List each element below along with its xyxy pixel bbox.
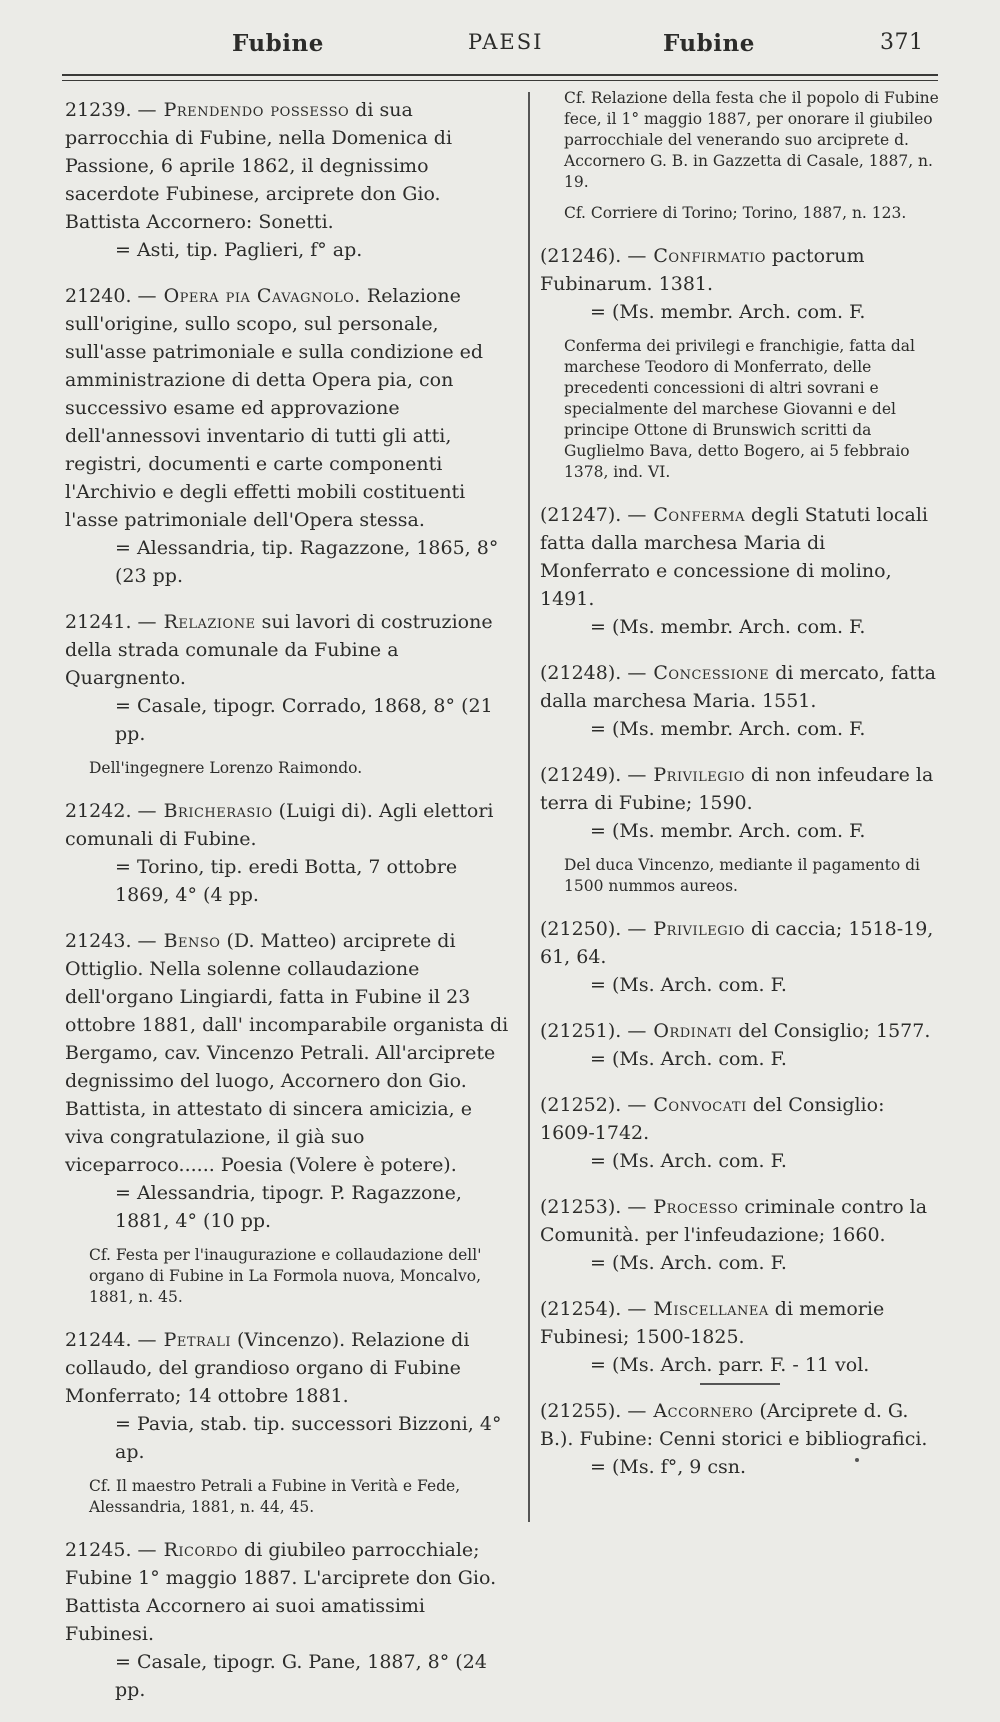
entry-number: (21251). — [540, 1020, 622, 1042]
bibliography-entry — [540, 1193, 940, 1277]
entry-number: 21244. — [65, 1329, 132, 1351]
entry-text: (Arciprete d. G. B.). Fubine: Cenni storici e bibliografici. — [540, 1400, 928, 1450]
entry-text: di giubileo parrocchiale; Fubine 1° maggio 1887. L'arciprete don Gio. Battista Accornero ai suoi amatissimi Fubinesi. — [65, 1539, 497, 1645]
entry-number: 21240. — [65, 285, 132, 307]
entry-publication: = (Ms. Arch. parr. F. - 11 vol. — [590, 1354, 870, 1376]
entry-text: degli Statuti locali fatta dalla marchesa Maria di Monferrato e concessione di molino, 1491. — [540, 504, 929, 610]
bibliography-entry — [540, 1397, 940, 1481]
bibliography-entry — [65, 1536, 510, 1704]
entry-lead: — Bricherasio — [137, 800, 273, 822]
entry-lead: — Concessione — [627, 662, 770, 684]
entry-text: di sua parrocchia di Fubine, nella Domenica di Passione, 6 aprile 1862, il degnissimo sacerdote Fubinese, arciprete don Gio. Battista Accornero: Sonetti. — [65, 99, 453, 233]
entry-number: 21243. — [65, 930, 132, 952]
entry-publication: = (Ms. membr. Arch. com. F. — [590, 616, 866, 638]
entry-publication: = Casale, tipogr. G. Pane, 1887, 8° (24 pp. — [115, 1651, 487, 1701]
right-column — [540, 89, 940, 1499]
bibliography-entry — [540, 659, 940, 743]
bibliography-entry — [540, 1295, 940, 1379]
entry-lead: — Convocati — [627, 1094, 747, 1116]
entry-lead: — Privilegio — [627, 918, 745, 940]
bibliography-entry — [65, 797, 510, 909]
entry-text: Relazione sull'origine, sullo scopo, sul personale, sull'asse patrimoniale e sulla condizione ed amministrazione di detta Opera pia, con successivo esame ed approvazione dell'annessovi inventario di tutti gli atti, registri, documenti e carte componenti l'Archivio e degli effetti mobili costituenti l'asse patrimoniale dell'Opera stessa. — [65, 285, 484, 531]
entry-lead: — Opera pia Cavagnolo. — [137, 285, 361, 307]
entry-number: (21254). — [540, 1298, 622, 1320]
entry-lead: — Ordinati — [627, 1020, 733, 1042]
header-right-title: Fubine — [663, 30, 755, 57]
entry-text: sui lavori di costruzione della strada comunale da Fubine a Quargnento. — [65, 611, 493, 689]
header-rule-bottom — [62, 80, 938, 81]
entry-number: (21253). — [540, 1196, 622, 1218]
entry-lead: — Miscellanea — [627, 1298, 769, 1320]
entry-number: 21239. — [65, 99, 132, 121]
entry-lead: — Petrali — [137, 1329, 231, 1351]
entry-lead: — Processo — [627, 1196, 739, 1218]
entry-lead: — Ricordo — [137, 1539, 238, 1561]
entry-lead: — Conferma — [627, 504, 745, 526]
bibliography-entry — [540, 242, 940, 326]
entry-number: 21245. — [65, 1539, 132, 1561]
entry-text: di mercato, fatta dalla marchesa Maria. 1551. — [540, 662, 936, 712]
entry-number: (21250). — [540, 918, 622, 940]
entry-publication: = Torino, tip. eredi Botta, 7 ottobre 1869, 4° (4 pp. — [115, 856, 458, 906]
entry-note: Cf. Corriere di Torino; Torino, 1887, n. 123. — [564, 204, 907, 222]
entry-note: Dell'ingegnere Lorenzo Raimondo. — [89, 759, 363, 777]
bibliography-entry — [540, 915, 940, 999]
bibliography-entry — [65, 282, 510, 590]
entry-note: Cf. Il maestro Petrali a Fubine in Verità e Fede, Alessandria, 1881, n. 44, 45. — [89, 1477, 461, 1516]
entry-publication: = Alessandria, tip. Ragazzone, 1865, 8° (23 pp. — [115, 537, 499, 587]
entry-lead: — Prendendo possesso — [137, 99, 350, 121]
end-dot — [855, 1458, 859, 1462]
entry-text: del Consiglio; 1577. — [732, 1020, 931, 1042]
bibliography-entry — [540, 1091, 940, 1175]
entry-publication: = (Ms. Arch. com. F. — [590, 1252, 787, 1274]
bibliography-entry — [65, 608, 510, 748]
entry-number: 21241. — [65, 611, 132, 633]
entry-text: di caccia; 1518-19, 61, 64. — [540, 918, 934, 968]
entry-text: di memorie Fubinesi; 1500-1825. — [540, 1298, 885, 1348]
entry-publication: = (Ms. membr. Arch. com. F. — [590, 718, 866, 740]
entry-lead: — Privilegio — [627, 764, 745, 786]
entry-lead: — Relazione — [137, 611, 256, 633]
entry-number: (21255). — [540, 1400, 622, 1422]
entry-publication: = (Ms. Arch. com. F. — [590, 1048, 787, 1070]
entry-text: (D. Matteo) arciprete di Ottiglio. Nella solenne collaudazione dell'organo Lingiardi, fatta in Fubine il 23 ottobre 1881, dall' incomparabile organista di Bergamo, cav. Vincenzo Petrali. All'arciprete degnissimo del luogo, Accornero don Gio. Battista, in attestato di sincera amicizia, e viva congratulazione, il già suo viceparroco...... Poesia (Volere è potere). — [65, 930, 509, 1176]
entry-number: (21252). — [540, 1094, 622, 1116]
entry-publication: = (Ms. Arch. com. F. — [590, 1150, 787, 1172]
bibliography-entry — [65, 927, 510, 1235]
entry-lead: — Confirmatio — [627, 245, 766, 267]
bibliography-entry — [65, 1326, 510, 1466]
entry-number: (21246). — [540, 245, 622, 267]
entry-publication: = Casale, tipogr. Corrado, 1868, 8° (21 pp. — [115, 695, 493, 745]
entry-publication: = (Ms. Arch. com. F. — [590, 974, 787, 996]
header-left-title: Fubine — [232, 30, 324, 57]
bibliography-entry — [540, 501, 940, 641]
entry-publication: = Alessandria, tipogr. P. Ragazzone, 1881, 4° (10 pp. — [115, 1182, 462, 1232]
column-divider — [528, 92, 530, 1522]
entry-text: di non infeudare la terra di Fubine; 1590. — [540, 764, 934, 814]
entry-lead: — Benso — [137, 930, 221, 952]
entry-text: pactorum Fubinarum. 1381. — [540, 245, 865, 295]
entry-note: Cf. Relazione della festa che il popolo di Fubine fece, il 1° maggio 1887, per onorare il giubileo parrocchiale del venerando suo arciprete d. Accornero G. B. in Gazzetta di Casale, 1887, n. 19. — [564, 89, 939, 191]
entry-number: (21248). — [540, 662, 622, 684]
entry-text: criminale contro la Comunità. per l'infeudazione; 1660. — [540, 1196, 928, 1246]
bibliography-entry — [540, 1017, 940, 1073]
entry-publication: = Pavia, stab. tip. successori Bizzoni, 4° ap. — [115, 1413, 502, 1463]
entry-text: (Luigi di). Agli elettori comunali di Fubine. — [65, 800, 494, 850]
entry-note: Del duca Vincenzo, mediante il pagamento di 1500 nummos aureos. — [564, 856, 920, 895]
entry-number: 21242. — [65, 800, 132, 822]
entry-lead: — Accornero — [627, 1400, 754, 1422]
entry-publication: = (Ms. membr. Arch. com. F. — [590, 301, 866, 323]
page-number: 371 — [880, 30, 924, 55]
entry-publication: = (Ms. membr. Arch. com. F. — [590, 820, 866, 842]
bibliography-entry — [65, 96, 510, 264]
left-column — [65, 96, 510, 1722]
end-rule — [700, 1383, 780, 1385]
entry-publication: = Asti, tip. Paglieri, f° ap. — [115, 239, 363, 261]
entry-number: (21249). — [540, 764, 622, 786]
entry-note: Conferma dei privilegi e franchigie, fatta dal marchese Teodoro di Monferrato, delle precedenti concessioni di altri sovrani e specialmente del marchese Giovanni e del principe Ottone di Brunswich scritti da Guglielmo Bava, detto Bogero, ai 5 febbraio 1378, ind. VI. — [564, 337, 915, 481]
header-center-title: PAESI — [468, 30, 544, 54]
bibliography-entry — [540, 761, 940, 845]
entry-text: (Vincenzo). Relazione di collaudo, del grandioso organo di Fubine Monferrato; 14 ottobre 1881. — [65, 1329, 470, 1407]
entry-publication: = (Ms. f°, 9 csn. — [590, 1456, 747, 1478]
page-header — [0, 0, 1000, 80]
entry-note: Cf. Festa per l'inaugurazione e collaudazione dell' organo di Fubine in La Formola nuova, Moncalvo, 1881, n. 45. — [89, 1246, 482, 1306]
entry-number: (21247). — [540, 504, 622, 526]
entry-text: del Consiglio: 1609-1742. — [540, 1094, 885, 1144]
header-rule-top — [62, 74, 938, 76]
